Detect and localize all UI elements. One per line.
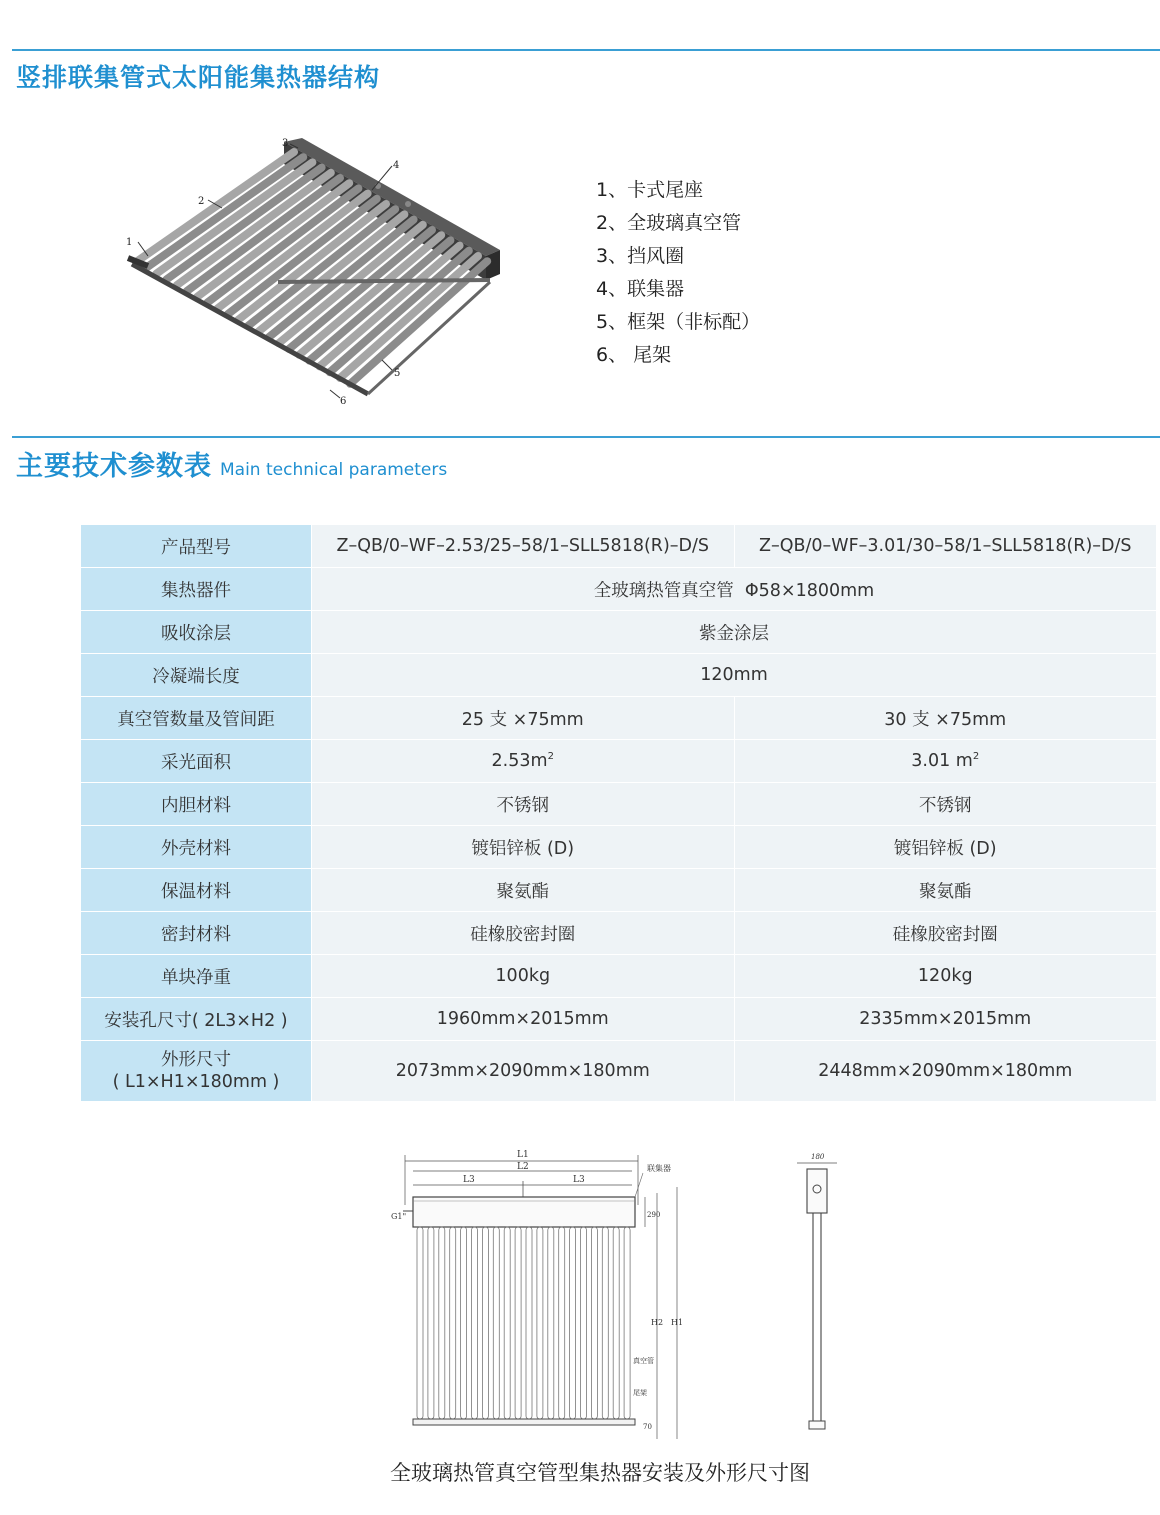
drawing-tube [493, 1227, 499, 1419]
table-row [81, 568, 1157, 611]
section1-title-text: 竖排联集管式太阳能集热器结构 [16, 63, 381, 92]
dim-G1: G1" [391, 1212, 407, 1221]
drawing-tube [624, 1227, 630, 1419]
drawing-tube [602, 1227, 608, 1419]
row-label: 真空管数量及管间距 [81, 697, 312, 740]
drawing-tube [613, 1227, 619, 1419]
table-row [81, 955, 1157, 998]
drawing-tube [417, 1227, 423, 1419]
row-label-line1: 外形尺寸 [161, 1050, 231, 1070]
drawing-tube [570, 1227, 576, 1419]
cell-b: 不锈钢 [734, 783, 1157, 826]
row-label: 单块净重 [81, 955, 312, 998]
note-tail-frame: 尾架 [633, 1389, 647, 1397]
dim-180: 180 [811, 1153, 825, 1161]
row-label: 产品型号 [81, 525, 312, 568]
table-row [81, 697, 1157, 740]
legend-item-2: 2、全玻璃真空管 [596, 212, 742, 234]
drawing-tube [559, 1227, 565, 1419]
legend-item-5: 5、框架（非标配） [596, 311, 761, 333]
table-row [81, 611, 1157, 654]
cell-model-a: Z–QB/0–WF–2.53/25–58/1–SLL5818(R)–D/S [312, 525, 735, 568]
dim-H2: H2 [651, 1318, 664, 1327]
row-label: 集热器件 [81, 568, 312, 611]
legend-item-3: 3、挡风圈 [596, 245, 685, 267]
section1-title [16, 58, 380, 94]
row-label: 密封材料 [81, 912, 312, 955]
cell-b: 硅橡胶密封圈 [734, 912, 1157, 955]
cell-b: 2335mm×2015mm [734, 998, 1157, 1041]
callout-4: 4 [393, 160, 400, 171]
section2-subtitle: Main technical parameters [220, 460, 448, 480]
section2-title [16, 444, 447, 483]
row-label: 安装孔尺寸( 2L3×H2 ) [81, 998, 312, 1041]
drawing-tube [581, 1227, 587, 1419]
area-b-value: 3.01 m [911, 751, 973, 771]
table-row [81, 869, 1157, 912]
table-row [81, 826, 1157, 869]
section2-title-text: 主要技术参数表 [16, 451, 212, 482]
cell-a: 镀铝锌板 (D) [312, 826, 735, 869]
area-a-value: 2.53m [491, 751, 548, 771]
cell-a: 100kg [312, 955, 735, 998]
collector-structure-figure [118, 132, 518, 407]
section2-rule [12, 436, 1160, 438]
callout-5: 5 [394, 368, 401, 379]
cell-a: 2073mm×2090mm×180mm [312, 1041, 735, 1102]
callout-6: 6 [340, 396, 347, 407]
parameters-table [80, 524, 1157, 1102]
table-row [81, 654, 1157, 697]
note-manifold: 联集器 [647, 1164, 671, 1173]
row-label: 采光面积 [81, 740, 312, 783]
cell-model-b: Z–QB/0–WF–3.01/30–58/1–SLL5818(R)–D/S [734, 525, 1157, 568]
cell-span: 全玻璃热管真空管 Φ58×1800mm [312, 568, 1157, 611]
drawing-tube [537, 1227, 543, 1419]
dim-70: 70 [643, 1423, 652, 1431]
drawing-tube [482, 1227, 488, 1419]
note-vacuum-tube: 真空管 [633, 1357, 654, 1365]
structure-legend [596, 174, 760, 372]
cell-a [312, 740, 735, 783]
drawing-tube [515, 1227, 521, 1419]
drawing-tube [428, 1227, 434, 1419]
drawing-tube [450, 1227, 456, 1419]
cell-span: 120mm [312, 654, 1157, 697]
row-label: 冷凝端长度 [81, 654, 312, 697]
superscript: 2 [547, 751, 554, 763]
row-label: 保温材料 [81, 869, 312, 912]
drawing-tube [591, 1227, 597, 1419]
drawing-tube [439, 1227, 445, 1419]
drawing-tube [548, 1227, 554, 1419]
legend-item-4: 4、联集器 [596, 278, 685, 300]
table-row [81, 1041, 1157, 1102]
callout-2: 2 [198, 196, 205, 207]
cell-b: 聚氨酯 [734, 869, 1157, 912]
cell-a: 1960mm×2015mm [312, 998, 735, 1041]
table-row [81, 783, 1157, 826]
drawing-tube [461, 1227, 467, 1419]
cell-b [734, 740, 1157, 783]
drawing-tube [472, 1227, 478, 1419]
cell-b: 2448mm×2090mm×180mm [734, 1041, 1157, 1102]
section1-rule [12, 49, 1160, 51]
table-row [81, 912, 1157, 955]
dim-290: 290 [647, 1211, 661, 1219]
table-row [81, 740, 1157, 783]
dim-L3-left: L3 [463, 1175, 475, 1185]
drawing-tube [504, 1227, 510, 1419]
dim-H1: H1 [671, 1318, 684, 1327]
row-label [81, 1041, 312, 1102]
cell-b: 30 支 ×75mm [734, 697, 1157, 740]
cell-a: 25 支 ×75mm [312, 697, 735, 740]
table-row [81, 998, 1157, 1041]
legend-item-6: 6、 尾架 [596, 344, 672, 366]
dim-L3-right: L3 [573, 1175, 585, 1185]
cell-a: 硅橡胶密封圈 [312, 912, 735, 955]
superscript: 2 [972, 751, 980, 763]
row-label: 内胆材料 [81, 783, 312, 826]
cell-b: 镀铝锌板 (D) [734, 826, 1157, 869]
row-label: 吸收涂层 [81, 611, 312, 654]
callout-3: 3 [282, 138, 289, 149]
callout-1: 1 [126, 237, 133, 248]
drawing-tube [526, 1227, 532, 1419]
row-label-line2: ( L1×H1×180mm ) [112, 1072, 280, 1092]
cell-a: 聚氨酯 [312, 869, 735, 912]
legend-item-1: 1、卡式尾座 [596, 179, 704, 201]
cell-span: 紫金涂层 [312, 611, 1157, 654]
cell-b: 120kg [734, 955, 1157, 998]
dim-L2: L2 [517, 1162, 529, 1172]
cell-a: 不锈钢 [312, 783, 735, 826]
drawing-caption: 全玻璃热管真空管型集热器安装及外形尺寸图 [390, 1461, 810, 1485]
dim-L1: L1 [517, 1150, 529, 1160]
installation-dimension-drawing [385, 1145, 855, 1445]
table-row [81, 525, 1157, 568]
row-label: 外壳材料 [81, 826, 312, 869]
